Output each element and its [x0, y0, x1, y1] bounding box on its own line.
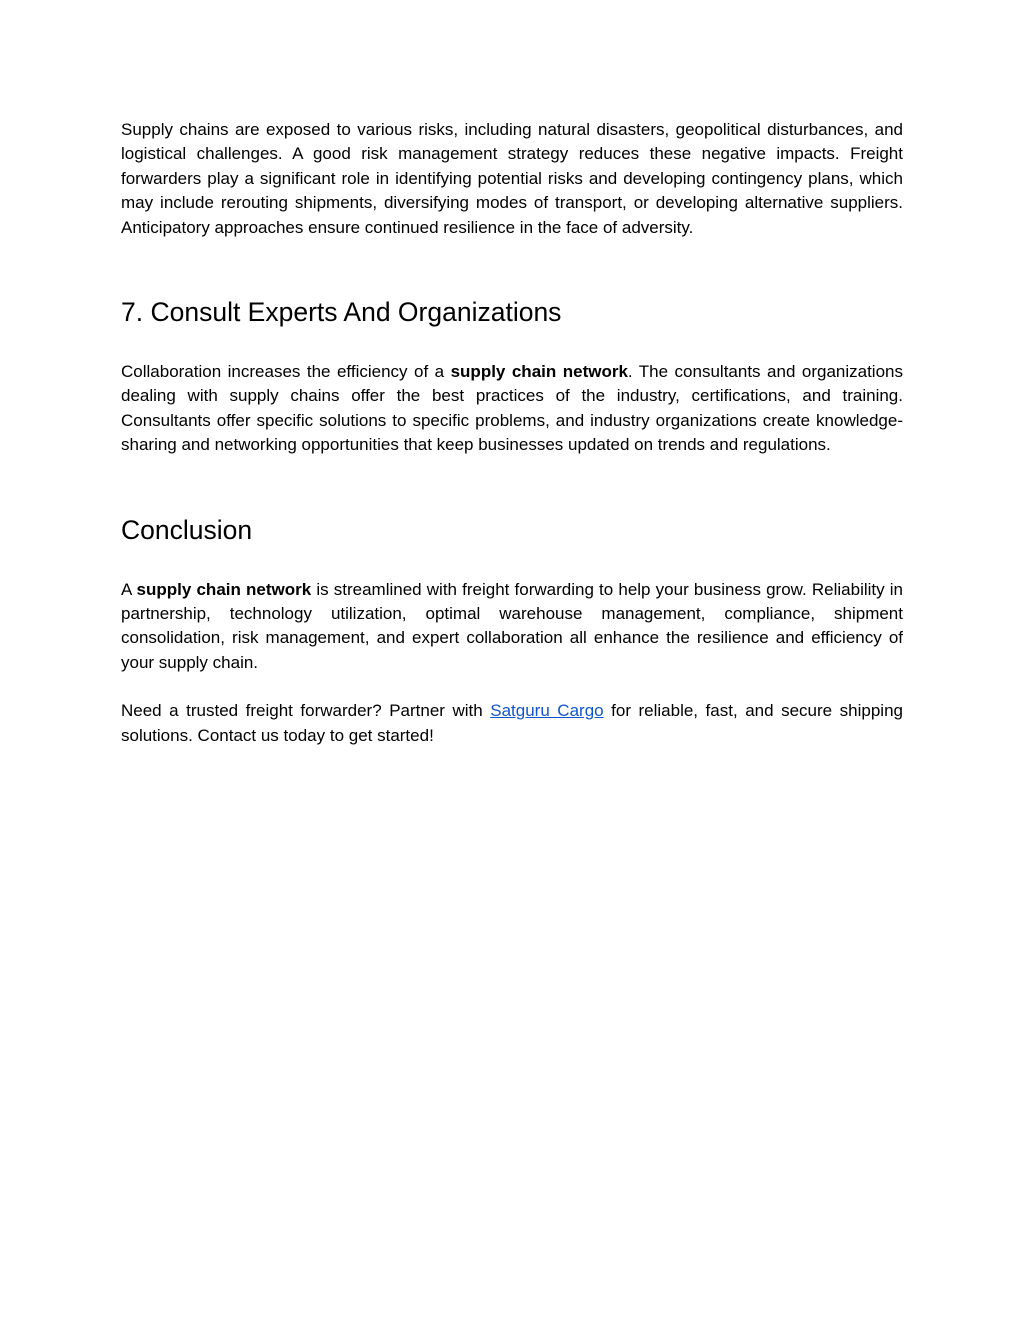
conclusion-text-after: is streamlined with freight forwarding to help your business grow. Reliability in partnership, technology utilization, optimal warehouse management, compliance, shipment consolidation, risk management, and expert collaboration all enhance the resilience and efficiency of your supply chain. — [121, 579, 904, 672]
cta-text-after: for reliable, fast, and secure shipping solutions. Contact us today to get started! — [121, 701, 903, 745]
section-heading-conclusion: Conclusion — [121, 514, 253, 545]
consult-text-after: . The consultants and organizations dealing with supply chains offer the best practices of the industry, certifications, and training. Consultants offer specific solutions to specific problems, and industry organizations create knowledge-sharing and networking opportunities that keep businesses updated on trends and regulations. — [121, 362, 903, 455]
consult-experts-paragraph — [121, 360, 903, 458]
document-page — [121, 118, 903, 748]
consult-text-before: Collaboration increases the efficiency of a — [121, 362, 451, 382]
satguru-cargo-link[interactable]: Satguru Cargo — [490, 701, 604, 721]
conclusion-paragraph — [121, 578, 903, 676]
consult-bold-term: supply chain network — [450, 362, 628, 382]
risk-management-paragraph: Supply chains are exposed to various risks, including natural disasters, geopolitical disturbances, and logistical challenges. A good risk management strategy reduces these negative impacts. Freight forwarders play a significant role in identifying potential risks and developing contingency plans, which may include rerouting shipments, diversifying modes of transport, or developing alternative suppliers. Anticipatory approaches ensure continued resilience in the face of adversity. — [121, 120, 903, 237]
section-heading-consult-experts: 7. Consult Experts And Organizations — [121, 297, 562, 328]
call-to-action-paragraph — [121, 699, 903, 748]
cta-text-before: Need a trusted freight forwarder? Partner with — [121, 701, 491, 721]
conclusion-bold-term: supply chain network — [136, 579, 312, 599]
conclusion-text-before: A — [121, 579, 137, 599]
